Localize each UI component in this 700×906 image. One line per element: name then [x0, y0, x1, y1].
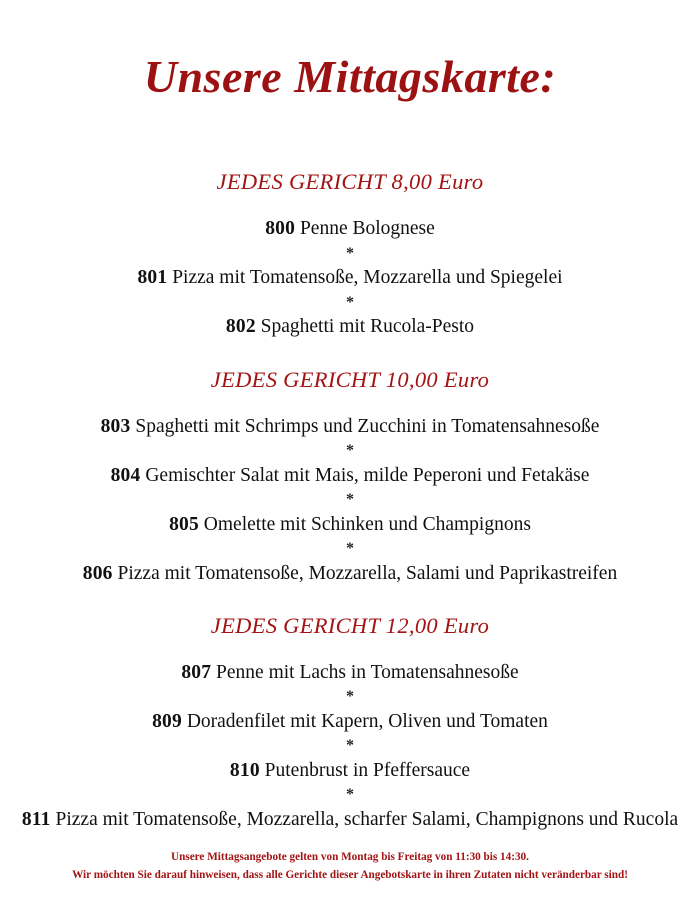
menu-item	[14, 710, 686, 734]
menu-item-number: 803	[100, 415, 131, 437]
menu-section	[14, 168, 686, 339]
menu-item	[14, 266, 686, 290]
item-separator: *	[346, 293, 354, 311]
menu-item-description: Pizza mit Tomatensoße, Mozzarella und Spiegelei	[172, 267, 563, 289]
item-separator: *	[346, 491, 354, 509]
footer-line-disclaimer: Wir möchten Sie darauf hinweisen, dass alle Gerichte dieser Angebotskarte in ihren Zutaten nicht veränderbar sind!	[72, 868, 628, 881]
menu-item-description: Spaghetti mit Rucola-Pesto	[260, 316, 475, 338]
section-price-header: JEDES GERICHT 10,00 Euro	[210, 366, 490, 392]
item-separator: *	[346, 737, 354, 755]
menu-item-number: 807	[181, 662, 212, 684]
footer-note	[0, 849, 700, 884]
menu-item-description: Penne Bolognese	[299, 218, 435, 240]
menu-item	[14, 217, 686, 241]
menu-item	[14, 315, 686, 339]
menu-section	[14, 366, 686, 586]
item-separator: *	[346, 442, 354, 460]
menu-item	[14, 661, 686, 685]
menu-item-description: Penne mit Lachs in Tomatensahnesoße	[216, 662, 519, 684]
menu-section	[14, 612, 686, 832]
section-price-header: JEDES GERICHT 12,00 Euro	[210, 613, 490, 639]
item-separator: *	[346, 244, 354, 262]
menu-item	[14, 415, 686, 439]
menu-item-description: Spaghetti mit Schrimps und Zucchini in Tomatensahnesoße	[135, 415, 600, 437]
footer-line-hours: Unsere Mittagsangebote gelten von Montag bis Freitag von 11:30 bis 14:30.	[171, 851, 529, 864]
menu-item	[14, 464, 686, 488]
menu-item-number: 806	[82, 562, 113, 584]
menu-item-list	[14, 415, 686, 586]
item-separator: *	[346, 540, 354, 558]
menu-item-description: Gemischter Salat mit Mais, milde Peperoni und Fetakäse	[145, 464, 590, 486]
menu-item-list	[14, 217, 686, 339]
menu-item-description: Pizza mit Tomatensoße, Mozzarella, Salami und Paprikastreifen	[117, 562, 618, 584]
menu-item-description: Omelette mit Schinken und Champignons	[203, 513, 531, 535]
menu-item	[14, 759, 686, 783]
menu-item	[14, 513, 686, 537]
menu-item-list	[14, 661, 686, 832]
menu-item-number: 802	[225, 316, 256, 338]
section-price-header: JEDES GERICHT 8,00 Euro	[216, 169, 484, 195]
menu-sections	[14, 168, 686, 832]
item-separator: *	[346, 688, 354, 706]
menu-item-number: 801	[137, 267, 168, 289]
menu-item-number: 810	[229, 760, 260, 782]
menu-item-description: Pizza mit Tomatensoße, Mozzarella, scharfer Salami, Champignons und Rucola	[55, 808, 679, 830]
item-separator: *	[346, 786, 354, 804]
menu-item-description: Doradenfilet mit Kapern, Oliven und Tomaten	[186, 711, 548, 733]
page-title: Unsere Mittagskarte:	[143, 51, 557, 102]
menu-item	[14, 808, 686, 832]
menu-item-number: 804	[110, 464, 141, 486]
menu-item-number: 805	[169, 513, 199, 535]
menu-item-number: 809	[152, 711, 182, 733]
menu-item-number: 811	[21, 808, 51, 830]
menu-item-description: Putenbrust in Pfeffersauce	[264, 760, 471, 782]
menu-item-number: 800	[265, 218, 296, 240]
menu-item	[14, 562, 686, 586]
